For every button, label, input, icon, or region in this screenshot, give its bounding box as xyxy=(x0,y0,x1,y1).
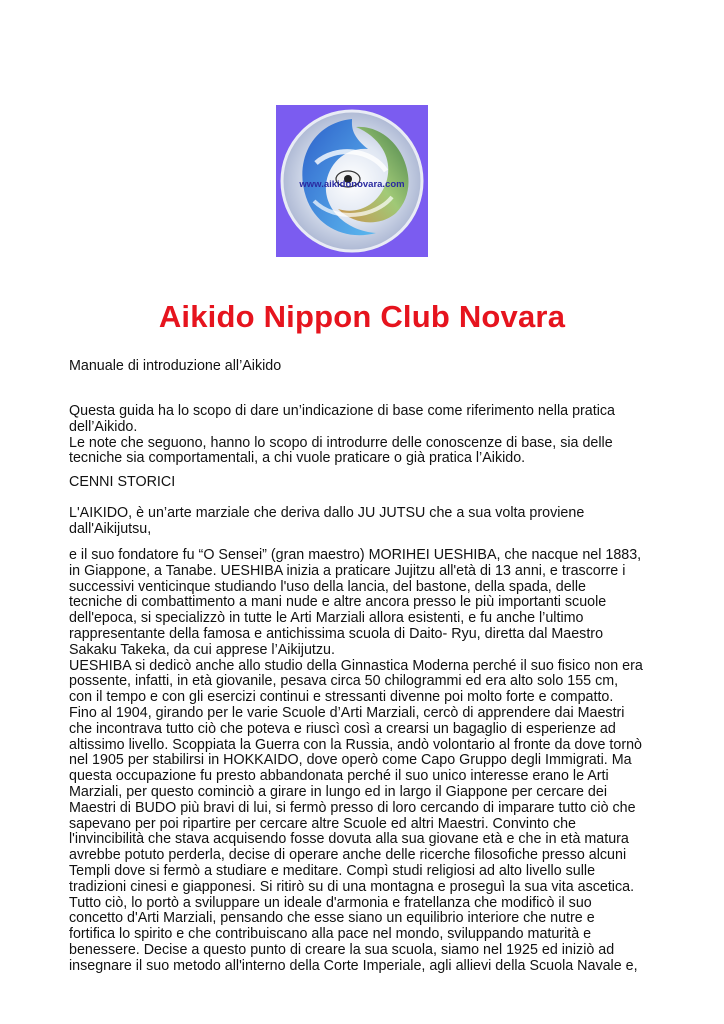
text-line: fortifica lo spirito e che contribuiscano alla pace nel mondo, sviluppando maturità e xyxy=(69,926,592,943)
document-title: Aikido Nippon Club Novara xyxy=(158,299,566,334)
intro-paragraph xyxy=(69,404,669,467)
text-line: concetto d'Arti Marziali, pensando che esse siano un equilibrio interiore che nutre e xyxy=(69,910,595,927)
text-line: e il suo fondatore fu “O Sensei” (gran maestro) MORIHEI UESHIBA, che nacque nel 1883, xyxy=(69,547,642,563)
text-line: questa occupazione fu presto abbandonata perché il suo unico interesse erano le Arti xyxy=(69,768,609,785)
text-line: Maestri di BUDO più bravi di lui, si fermò presso di loro cercando di imparare tutto ciò che xyxy=(69,799,636,816)
text-line: Fino al 1904, girando per le varie Scuole d’Arti Marziali, cercò di apprendere dai Maestri xyxy=(69,704,625,721)
text-line: Le note che seguono, hanno lo scopo di introdurre delle conoscenze di base, sia delle xyxy=(69,434,613,451)
text-line: dall'Aikijutsu, xyxy=(69,520,152,537)
definition-paragraph xyxy=(69,506,669,538)
text-line: possente, infatti, in età giovanile, pesava circa 50 chilogrammi ed era alto solo 155 cm, xyxy=(69,673,619,690)
text-line: in Giappone, a Tanabe. UESHIBA inizia a praticare Jujitzu all'età di 13 anni, e trascorre i xyxy=(69,562,626,579)
text-line: tecniche sia comportamentali, a chi vuole praticare o già pratica l’Aikido. xyxy=(69,450,526,467)
text-line: avrebbe potuto perderla, decise di operare anche delle ricerche filosofiche presso alcuni xyxy=(69,847,627,864)
text-line: rappresentante della famosa e antichissima scuola di Daito- Ryu, diretta dal Maestro xyxy=(69,625,604,642)
text-line: Marziali, per questo cominciò a girare in lungo ed in largo il Giappone per cercare dei xyxy=(69,783,608,800)
text-line: Sakaku Takeka, da cui apprese l’Aikijutzu. xyxy=(69,641,335,658)
section-heading: CENNI STORICI xyxy=(69,474,176,490)
text-line: nel 1905 per stabilirsi in HOKKAIDO, dove operò come Capo Gruppo degli Immigrati. Ma xyxy=(69,752,632,769)
logo-url-text: www.aikidonovara.com xyxy=(299,179,405,190)
text-line: che incontrava tutto ciò che poteva e riuscì così a crearsi un bagaglio di esperienze ad xyxy=(69,720,616,737)
history-paragraph xyxy=(69,548,669,975)
text-line: Questa guida ha lo scopo di dare un’indicazione di base come riferimento nella pratica xyxy=(69,403,615,419)
text-line: tecniche di combattimento a mani nude e altre ancora presso le più importanti scuole xyxy=(69,594,607,611)
text-line: sapevano per poi ripartire per cercare altre Scuole ed altri Maestri. Convinto che xyxy=(69,815,576,832)
club-logo xyxy=(276,105,428,257)
text-line: l'invincibilità che stava acquisendo fosse dovuta alla sua giovane età e che in età matura xyxy=(69,831,629,848)
text-line: con il tempo e con gli esercizi continui e stressanti divenne poi molto forte e compatto. xyxy=(69,689,614,706)
text-line: tradizioni cinesi e giapponesi. Si ritirò su di una montagna e proseguì la sua vita ascetica. xyxy=(69,878,635,895)
text-line: Tutto ciò, lo portò a sviluppare un ideale d'armonia e fratellanza che modificò il suo xyxy=(69,894,592,911)
text-line: UESHIBA si dedicò anche allo studio della Ginnastica Moderna perché il suo fisico non era xyxy=(69,657,643,674)
text-line: benessere. Decise a questo punto di creare la sua scuola, siamo nel 1925 ed iniziò ad xyxy=(69,941,615,958)
text-line: Templi dove si fermò a studiare e meditare. Compì studi religiosi ad alto livello sulle xyxy=(69,862,596,879)
text-line: dell'epoca, si specializzò in tutte le Arti Marziali allora esistenti, e fu anche l’ultimo xyxy=(69,610,584,627)
text-line: altissimo livello. Scoppiata la Guerra con la Russia, andò volontario al fronte da dove tornò xyxy=(69,736,642,753)
text-line: dell’Aikido. xyxy=(69,418,138,435)
subtitle: Manuale di introduzione all’Aikido xyxy=(69,358,282,374)
text-line: L'AIKIDO, è un’arte marziale che deriva dallo JU JUTSU che a sua volta proviene xyxy=(69,505,585,521)
text-line: successivi venticinque studiando l'uso della lancia, del bastone, della spada, delle xyxy=(69,578,586,595)
text-line: insegnare il suo metodo all'interno della Corte Imperiale, agli allievi della Scuola Navale e, xyxy=(69,957,638,974)
logo-circle-image xyxy=(276,105,428,257)
